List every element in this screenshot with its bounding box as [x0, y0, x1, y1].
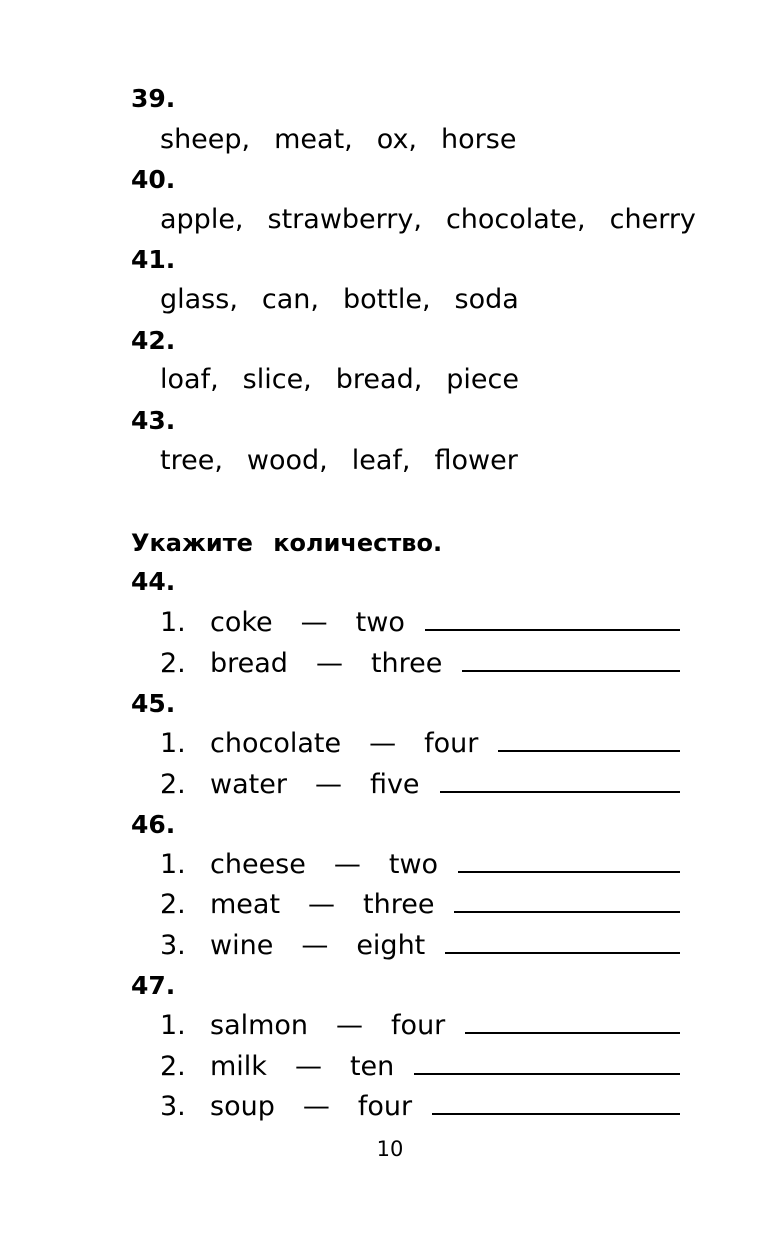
word-list-41	[160, 284, 519, 316]
exercise-number-46: 46.	[131, 810, 176, 839]
word: wood,	[246, 445, 328, 476]
quantity-row	[160, 887, 680, 923]
exercise-number-41: 41.	[131, 245, 176, 274]
item-word: soup	[210, 1091, 275, 1122]
word: meat,	[274, 124, 353, 155]
dash: —	[308, 889, 336, 920]
word-list-42	[160, 364, 519, 396]
answer-blank[interactable]	[498, 726, 680, 752]
exercise-number-47: 47.	[131, 971, 176, 1000]
quantity-word: four	[424, 728, 479, 759]
quantity-word: two	[388, 849, 439, 880]
word: flower	[434, 445, 518, 476]
word: chocolate,	[445, 204, 586, 235]
quantity-word: three	[363, 889, 435, 920]
word: piece	[446, 364, 520, 395]
quantity-row	[160, 767, 680, 803]
quantity-word: four	[357, 1091, 413, 1122]
word: tree,	[160, 445, 223, 476]
exercise-number-40: 40.	[131, 165, 176, 194]
item-word: chocolate	[210, 728, 342, 759]
row-index: 2.	[160, 769, 186, 800]
quantity-word: ten	[349, 1051, 395, 1082]
word: horse	[441, 124, 517, 155]
word: sheep,	[160, 124, 251, 155]
item-word: cheese	[210, 849, 306, 880]
answer-blank[interactable]	[432, 1089, 680, 1115]
word-list-43	[160, 445, 518, 477]
answer-blank[interactable]	[425, 605, 680, 631]
dash: —	[302, 1091, 330, 1122]
answer-blank[interactable]	[465, 1008, 680, 1034]
item-word: wine	[210, 930, 274, 961]
quantity-word: eight	[356, 930, 426, 961]
quantity-row	[160, 605, 680, 641]
row-index: 2.	[160, 889, 186, 920]
row-index: 2.	[160, 1051, 186, 1082]
word: cherry	[609, 204, 696, 235]
answer-blank[interactable]	[414, 1049, 680, 1075]
answer-blank[interactable]	[462, 646, 680, 672]
dash: —	[300, 607, 328, 638]
row-index: 1.	[160, 728, 186, 759]
item-word: bread	[210, 648, 288, 679]
quantity-row	[160, 847, 680, 883]
row-index: 1.	[160, 607, 186, 638]
word: slice,	[242, 364, 312, 395]
quantity-word: five	[369, 769, 420, 800]
quantity-word: three	[370, 648, 443, 679]
quantity-word: two	[355, 607, 405, 638]
row-index: 1.	[160, 1010, 186, 1041]
word: ox,	[376, 124, 418, 155]
answer-blank[interactable]	[440, 767, 680, 793]
word: loaf,	[160, 364, 219, 395]
row-index: 2.	[160, 648, 186, 679]
quantity-row	[160, 1089, 680, 1125]
row-index: 3.	[160, 930, 186, 961]
instruction-heading: Укажите количество.	[131, 529, 443, 557]
dash: —	[333, 849, 361, 880]
item-word: meat	[210, 889, 281, 920]
quantity-row	[160, 928, 680, 964]
answer-blank[interactable]	[454, 887, 680, 913]
exercise-number-44: 44.	[131, 567, 176, 596]
answer-blank[interactable]	[458, 847, 680, 873]
quantity-row	[160, 1049, 680, 1085]
dash: —	[301, 930, 329, 961]
item-word: water	[210, 769, 287, 800]
quantity-row	[160, 1008, 680, 1044]
quantity-row	[160, 646, 680, 682]
word: soda	[454, 284, 519, 315]
row-index: 3.	[160, 1091, 186, 1122]
item-word: salmon	[210, 1010, 309, 1041]
word: strawberry,	[267, 204, 422, 235]
word: bread,	[335, 364, 423, 395]
word: leaf,	[351, 445, 411, 476]
word: apple,	[160, 204, 244, 235]
word: glass,	[160, 284, 238, 315]
dash: —	[336, 1010, 364, 1041]
dash: —	[369, 728, 397, 759]
word: can,	[261, 284, 319, 315]
exercise-number-45: 45.	[131, 689, 176, 718]
row-index: 1.	[160, 849, 186, 880]
word-list-40	[160, 204, 696, 236]
word: bottle,	[343, 284, 431, 315]
exercise-number-39: 39.	[131, 84, 176, 113]
dash: —	[294, 1051, 322, 1082]
quantity-word: four	[391, 1010, 446, 1041]
exercise-number-43: 43.	[131, 406, 176, 435]
page-number: 10	[376, 1137, 404, 1161]
dash: —	[315, 648, 343, 679]
dash: —	[314, 769, 342, 800]
item-word: coke	[210, 607, 273, 638]
answer-blank[interactable]	[445, 928, 680, 954]
item-word: milk	[210, 1051, 267, 1082]
quantity-row	[160, 726, 680, 762]
word-list-39	[160, 124, 516, 156]
exercise-number-42: 42.	[131, 326, 176, 355]
